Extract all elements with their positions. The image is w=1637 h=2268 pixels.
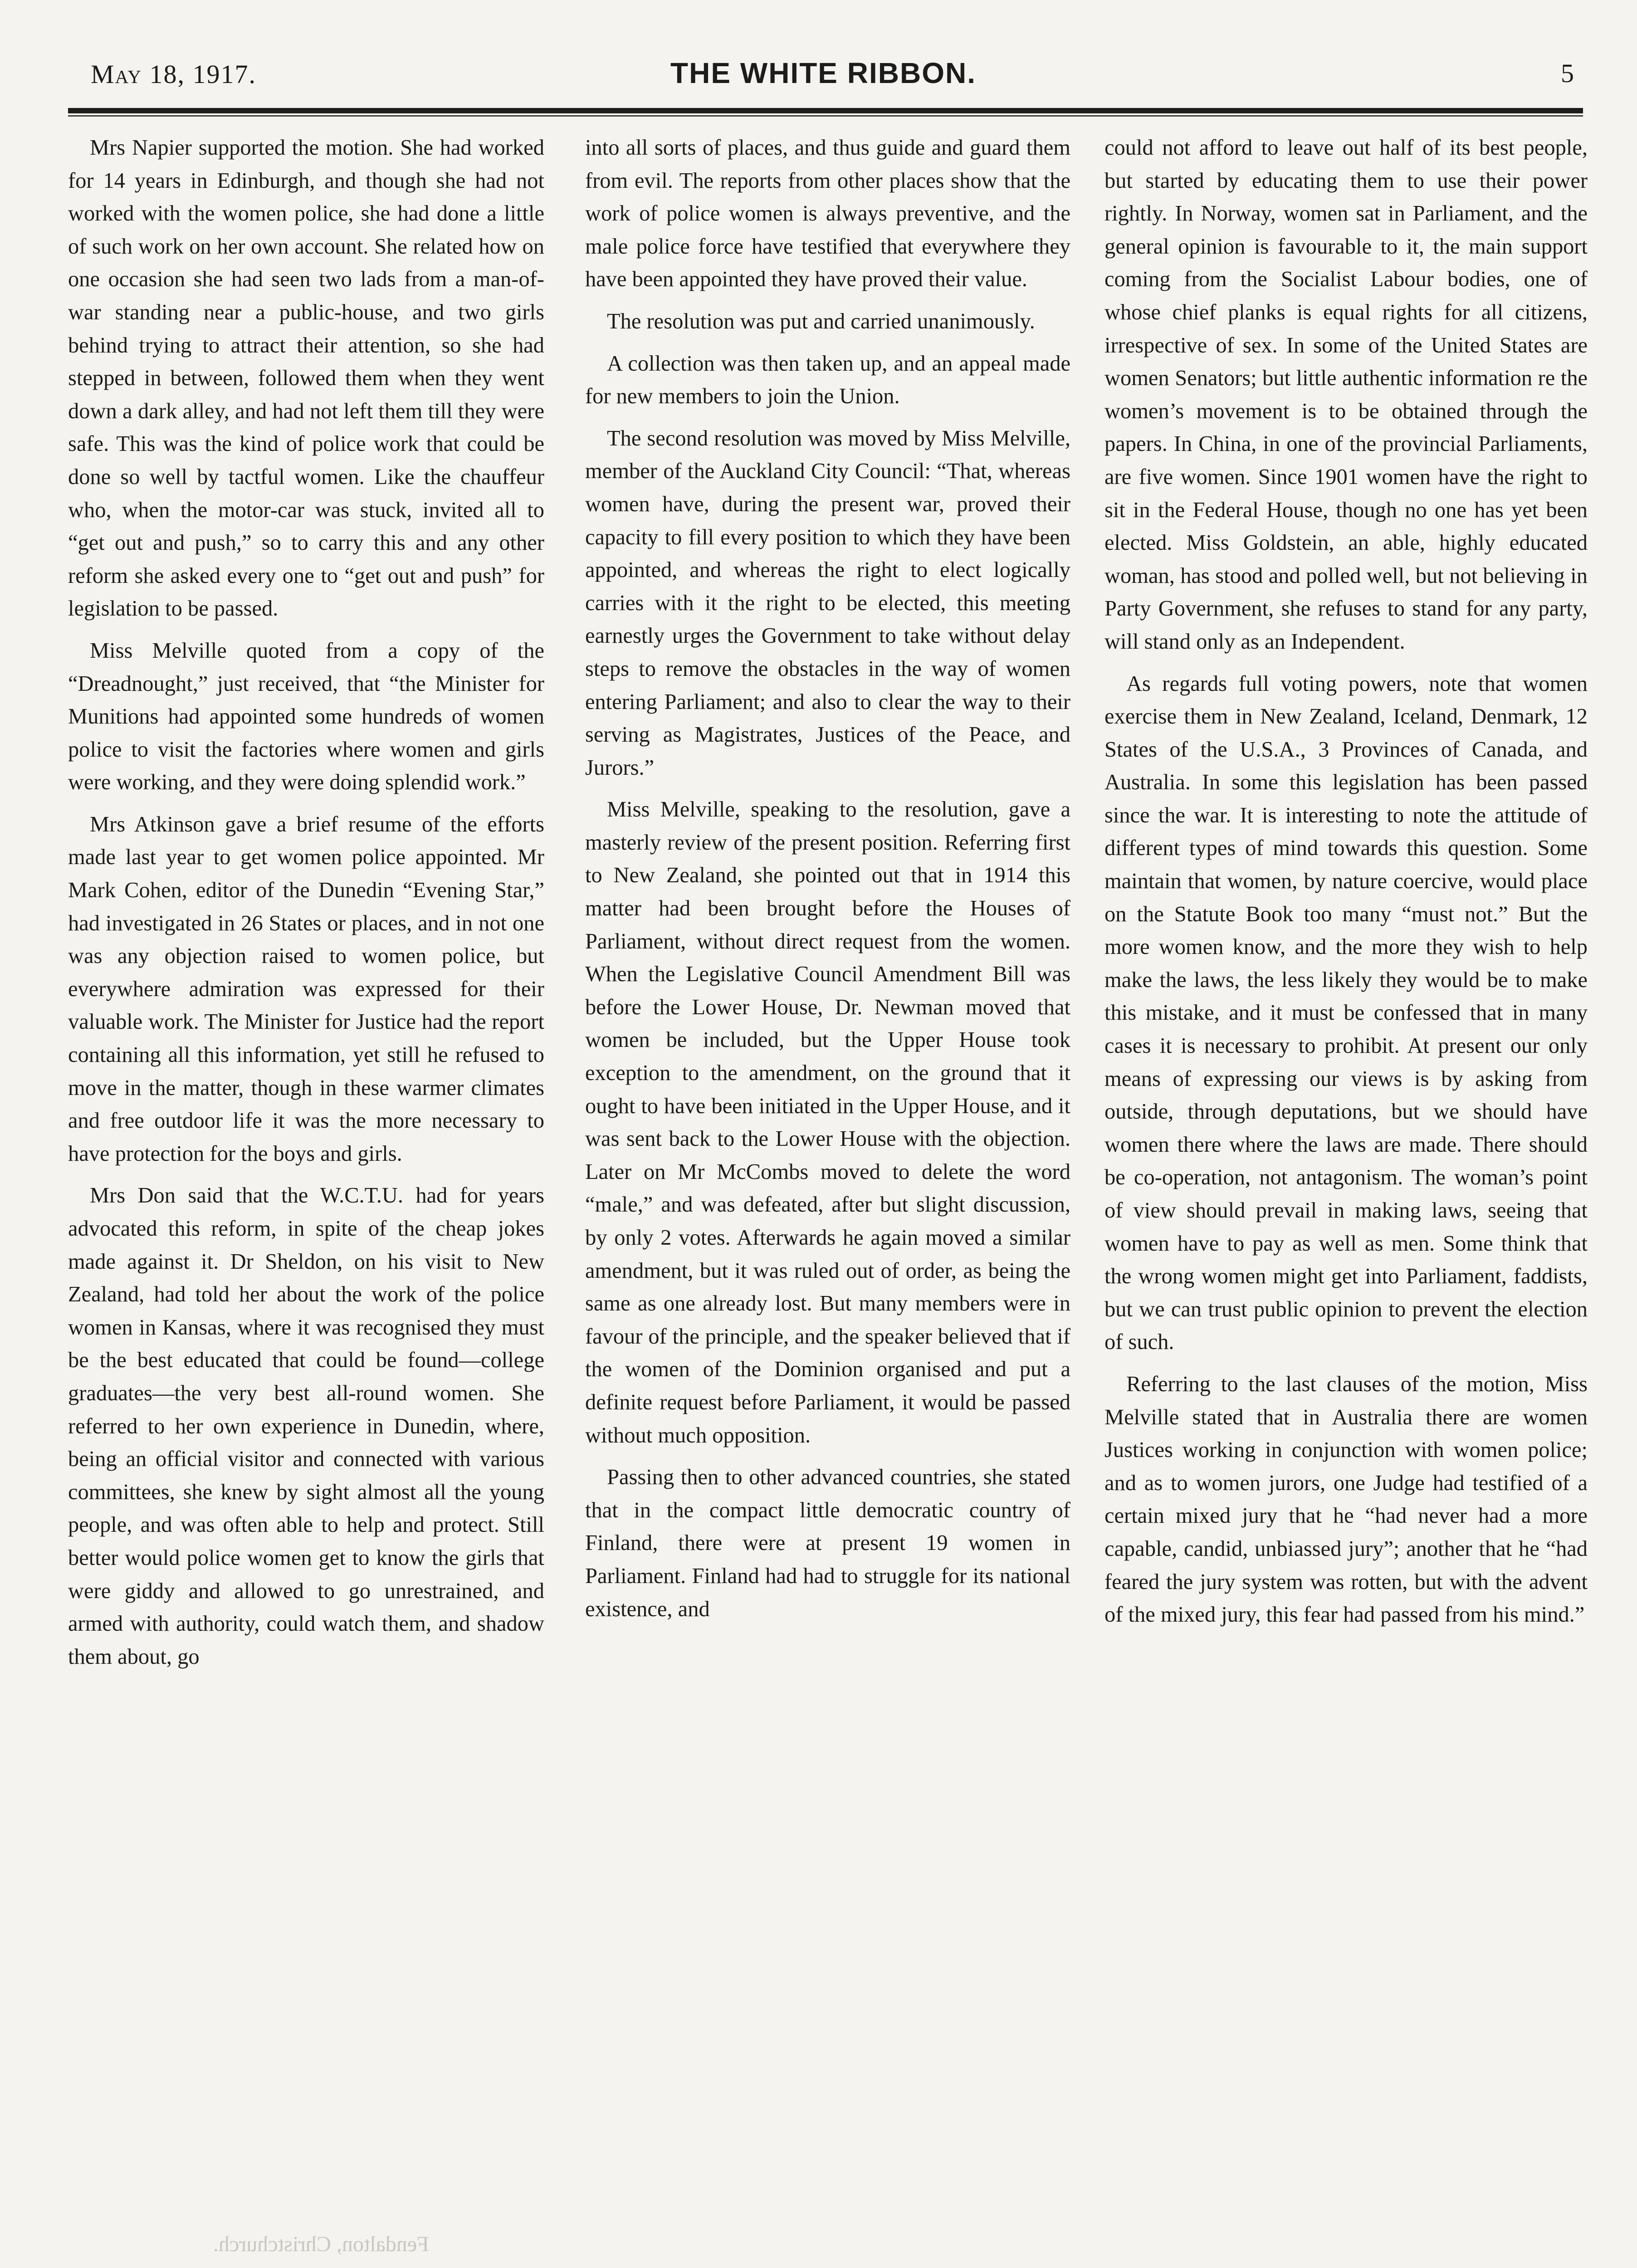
text-column-1 — [68, 132, 544, 1682]
page-number: 5 — [1561, 59, 1574, 88]
paragraph: As regards full voting powers, note that women exercise them in New Zealand, Iceland, Denmark, 12 States of the U.S.A., 3 Provinces of Canada, and Australia. In some this legislation has been passed since the war. It is interesting to note the attitude of different types of mind towards this question. Some maintain that women, by nature coercive, would place on the Statute Book too many “must not.” But the more women know, and the more they wish to help make the laws, the less likely they would be to make this mistake, and it must be confessed that in many cases it is necessary to prohibit. At present our only means of expressing our views is by asking from outside, through deputations, but we should have women there where the laws are made. There should be co-operation, not antagonism. The woman’s point of view should prevail in making laws, seeing that women have to pay as well as men. Some think that the wrong women might get into Parliament, faddists, but we can trust public opinion to prevent the election of such. — [1104, 671, 1588, 1354]
header-rule — [68, 108, 1583, 113]
header-rule-thin — [68, 115, 1583, 117]
paragraph-continuation: could not afford to leave out half of its best people, but started by educating them to use their power rightly. In Norway, women sat in Parliament, and the general opinion is favourable to it, the main support coming from the Socialist Labour bodies, one of whose chief planks is equal rights for all citizens, irrespective of sex. In some of the United States are women Senators; but little authentic information re the women’s movement is to be obtained through the papers. In China, in one of the provincial Parliaments, are five women. Since 1901 women have the right to sit in the Federal House, though no one has yet been elected. Miss Goldstein, an able, highly educated woman, has stood and polled well, but not believing in Party Government, she refuses to stand for any party, will stand only as an Independent. — [1104, 136, 1588, 654]
paragraph: A collection was then taken up, and an appeal made for new members to join the Union. — [585, 351, 1070, 409]
paragraph: Miss Melville, speaking to the resolution, gave a masterly review of the present position. Referring first to New Zealand, she pointed out that in 1914 this matter had been brought before the Houses of Parliament, without direct request from the women. When the Legislative Council Amendment Bill was before the Lower House, Dr. Newman moved that women be included, but the Upper House took exception to the amendment, on the ground that it ought to have been initiated in the Upper House, and it was sent back to the Lower House with the objection. Later on Mr McCombs moved to delete the word “male,” and was defeated, after but slight discussion, by only 2 votes. Afterwards he again moved a similar amendment, but it was ruled out of order, as being the same as one already lost. But many members were in favour of the principle, and the speaker believed that if the women of the Dominion organised and put a definite request before Parliament, it would be passed without much opposition. — [585, 797, 1070, 1447]
paragraph: Mrs Don said that the W.C.T.U. had for years advocated this reform, in spite of the cheap jokes made against it. Dr Sheldon, on his visit to New Zealand, had told her about the work of the police women in Kansas, where it was recognised they must be the best educated that could be found—college graduates—the very best all-round women. She referred to her own experience in Dunedin, where, being an official visitor and connected with various committees, she knew by sight almost all the young people, and was often able to help and protect. Still better would police women get to know the girls that were giddy and allowed to go unrestrained, and armed with authority, could watch them, and shadow them about, go — [68, 1183, 544, 1669]
paragraph: Referring to the last clauses of the motion, Miss Melville stated that in Australia there are women Justices working in conjunction with women police; and as to women jurors, one Judge had testified of a certain mixed jury that he “had never had a more capable, candid, unbiassed jury”; another that he “had feared the jury system was rotten, but with the advent of the mixed jury, this fear had passed from his mind.” — [1104, 1372, 1588, 1627]
paragraph-continuation: into all sorts of places, and thus guide and guard them from evil. The reports from other places show that the work of police women is always preventive, and the male police force have testified that everywhere they have been appointed they have proved their value. — [585, 136, 1070, 292]
paragraph: Mrs Atkinson gave a brief resume of the efforts made last year to get women police appointed. Mr Mark Cohen, editor of the Dunedin “Evening Star,” had investigated in 26 States or places, and in not one was any objection raised to women police, but everywhere admiration was expressed for their valuable work. The Minister for Justice had the report containing all this information, yet still he refused to move in the matter, though in these warmer climates and free outdoor life it was the more necessary to have protection for the boys and girls. — [68, 812, 544, 1166]
bleed-through-text: Fendalton, Christchurch. — [213, 2232, 429, 2256]
paragraph: Passing then to other advanced countries, she stated that in the compact little democratic country of Finland, there were at present 19 women in Parliament. Finland had had to struggle for its national existence, and — [585, 1465, 1070, 1621]
publication-title: THE WHITE RIBBON. — [670, 57, 976, 89]
paragraph: The second resolution was moved by Miss Melville, member of the Auckland City Council: “That, whereas women have, during the present war, proved their capacity to fill every position to which they have been appointed, and whereas the right to elect logically carries with it the right to be elected, this meeting earnestly urges the Government to take without delay steps to remove the obstacles in the way of women entering Parliament; and also to clear the way to their serving as Magistrates, Justices of the Peace, and Jurors.” — [585, 426, 1070, 780]
page-header — [68, 54, 1578, 104]
text-column-3 — [1104, 132, 1588, 1641]
issue-date: May 18, 1917. — [91, 59, 257, 89]
paragraph: Mrs Napier supported the motion. She had worked for 14 years in Edinburgh, and though she had not worked with the women police, she had done a little of such work on her own account. She related how on one occasion she had seen two lads from a man-of-war standing near a public-house, and two girls behind trying to attract their attention, so she had stepped in between, followed them when they went down a dark alley, and had not left them till they were safe. This was the kind of police work that could be done so well by tactful women. Like the chauffeur who, when the motor-car was stuck, invited all to “get out and push,” so to carry this and any other reform she asked every one to “get out and push” for legislation to be passed. — [68, 136, 544, 621]
paragraph: The resolution was put and carried unanimously. — [607, 309, 1035, 333]
paragraph: Miss Melville quoted from a copy of the “Dreadnought,” just received, that “the Minister for Munitions had appointed some hundreds of women police to visit the factories where women and girls were working, and they were doing splendid work.” — [68, 638, 544, 795]
text-column-2 — [585, 132, 1070, 1635]
